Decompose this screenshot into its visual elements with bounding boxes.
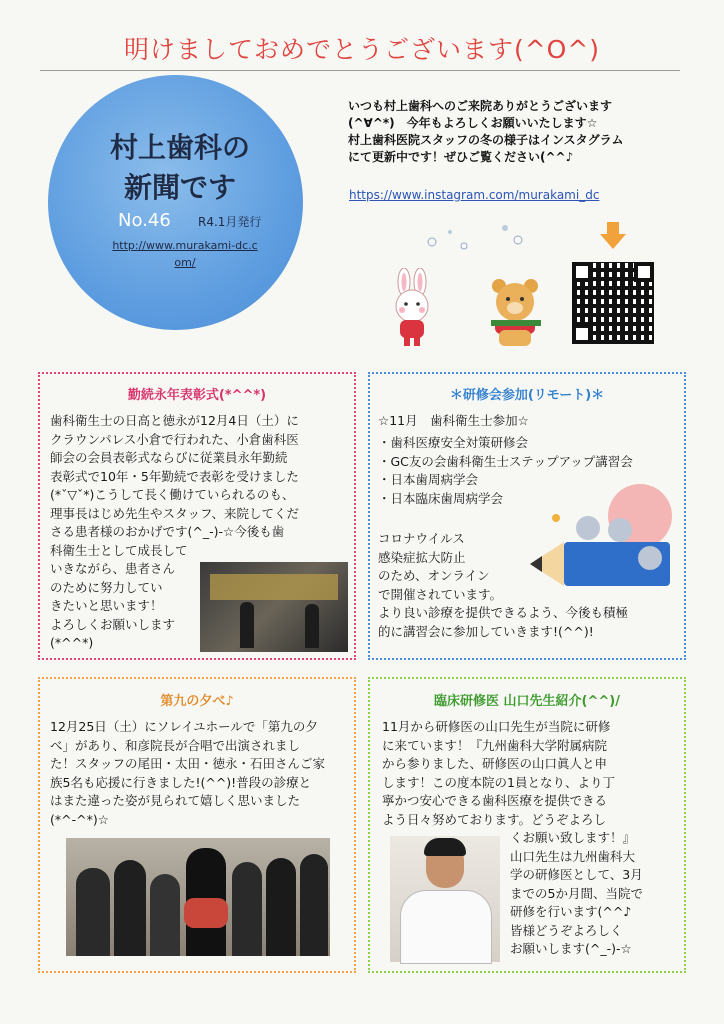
rabbit-illustration-icon xyxy=(384,268,444,350)
text-line: 学の研修医として、3月 xyxy=(510,867,643,882)
resident-doctor-title: 臨床研修医 山口先生紹介(^^)/ xyxy=(434,694,620,709)
text-line: します！この度本院の1員となり、より丁 xyxy=(382,774,615,790)
text-line: に来ています！『九州歯科大学附属病院 xyxy=(382,737,608,753)
text-line: で開催されています。 xyxy=(378,586,503,602)
text-line: 皆様どうぞよろしく xyxy=(510,922,623,938)
text-line: クラウンパレス小倉で行われた、小倉歯科医 xyxy=(50,431,299,447)
resident-doctor-text xyxy=(510,829,682,959)
bear-illustration-icon xyxy=(485,276,547,350)
ninth-symphony-group-photo xyxy=(66,838,330,956)
text-line: 寧かつ安心できる歯科医療を提供できる xyxy=(382,793,608,808)
award-ceremony-title: 勤続永年表彰式(*^^*) xyxy=(127,388,267,403)
text-line: (*^^*) xyxy=(50,635,94,650)
intro-line: 村上歯科医院スタッフの冬の様子はインスタグラム xyxy=(348,133,624,147)
masthead-title xyxy=(95,128,265,208)
text-line: きたいと思います！ xyxy=(50,598,163,613)
list-item: ・日本歯周病学会 xyxy=(378,472,479,487)
text-line: 表彰式で10年・5年勤続で表彰を受けました xyxy=(50,468,299,484)
text-line: (*ˇ▽ˇ*)こうして長く働けていられるのも、 xyxy=(50,487,295,502)
seminar-subtitle: ☆11月 歯科衛生士参加☆ xyxy=(378,413,529,428)
ninth-symphony-title: 第九の夕べ♪ xyxy=(160,694,234,709)
list-item: ・日本臨床歯周病学会 xyxy=(378,490,504,506)
intro-text xyxy=(348,98,678,166)
header-divider xyxy=(40,70,680,71)
text-line: よう日々努めております。どうぞよろし xyxy=(382,811,607,827)
text-line: 12月25日（土）にソレイユホールで「第九の夕 xyxy=(50,719,318,734)
seminar-text xyxy=(378,530,678,641)
text-line: 研修を行います(^^♪ xyxy=(510,904,632,919)
text-line: よろしくお願いします xyxy=(50,616,176,632)
text-line: べ」があり、和彦院長が合唱で出演されまし xyxy=(50,737,301,753)
resident-doctor-photo xyxy=(390,836,500,962)
text-line: より良い診療を提供できるよう、今後も積極 xyxy=(378,605,629,620)
text-line: 歯科衛生士の日高と徳永が12月4日（土）に xyxy=(50,413,299,428)
list-item: ・歯科医療安全対策研修会 xyxy=(378,435,529,450)
qr-corner xyxy=(634,262,654,282)
qr-corner xyxy=(572,324,592,344)
text-line: お願いします(^_-)-☆ xyxy=(510,941,632,956)
list-item: ・GC友の会歯科衛生士ステップアップ講習会 xyxy=(378,453,633,469)
qr-corner xyxy=(572,262,592,282)
text-line: 師会の会員表彰式ならびに従業員永年勤続 xyxy=(50,450,288,465)
text-line: 的に講習会に参加していきます!(^^)! xyxy=(378,623,594,639)
instagram-link[interactable]: https://www.instagram.com/murakami_dc xyxy=(349,188,600,202)
text-line: 族5名も応援に行きました!(^^)!普段の診療と xyxy=(50,774,312,790)
issue-date: R4.1月発行 xyxy=(198,215,262,229)
text-line: 科衛生士として成長して xyxy=(50,542,188,558)
text-line: のため、オンライン xyxy=(378,568,490,583)
masthead-title-line2: 新聞です xyxy=(123,171,236,204)
text-line: 理事長はじめ先生やスタッフ、来院してくだ xyxy=(50,505,300,521)
resident-doctor-intro xyxy=(382,718,682,829)
text-line: 山口先生は九州歯科大 xyxy=(510,848,636,864)
text-line: 11月から研修医の山口先生が当院に研修 xyxy=(382,719,611,734)
text-line: さる患者様のおかげです(^_-)-☆今後も歯 xyxy=(50,524,285,539)
snow-decoration xyxy=(420,220,540,260)
text-line: (*^-^*)☆ xyxy=(50,811,109,827)
text-line: までの5か月間、当院で xyxy=(510,885,643,901)
masthead-title-line1: 村上歯科の xyxy=(109,131,250,164)
issue-number: No.46 xyxy=(118,210,171,231)
award-ceremony-photo xyxy=(200,562,348,652)
seminar-title: ＊研修会参加(リモート)＊ xyxy=(449,388,605,403)
text-line: はまた違った姿が見られて嬉しく思いました xyxy=(50,793,301,808)
website-link[interactable]: http://www.murakami-dc.com/ xyxy=(112,239,258,269)
text-line: から参りました、研修医の山口眞人と申 xyxy=(382,756,608,771)
text-line: くお願い致します！』 xyxy=(510,830,636,845)
intro-line: いつも村上歯科へのご来院ありがとうございます xyxy=(348,99,613,113)
intro-line: (^∀^*) 今年もよろしくお願いいたします☆ xyxy=(348,116,598,130)
ninth-symphony-text xyxy=(50,718,350,829)
text-line: た！スタッフの尾田・太田・徳永・石田さんご家 xyxy=(50,756,326,771)
down-arrow-icon xyxy=(598,222,628,250)
intro-line: にて更新中です！ぜひご覧ください(^^♪ xyxy=(348,150,574,164)
text-line: 感染症拡大防止 xyxy=(378,549,466,565)
text-line: のために努力してい xyxy=(50,579,163,595)
text-line: いきながら、患者さん xyxy=(50,561,176,576)
text-line: コロナウイルス xyxy=(378,531,465,546)
newsletter-greeting: 明けましておめでとうございます(^O^) xyxy=(123,35,601,64)
